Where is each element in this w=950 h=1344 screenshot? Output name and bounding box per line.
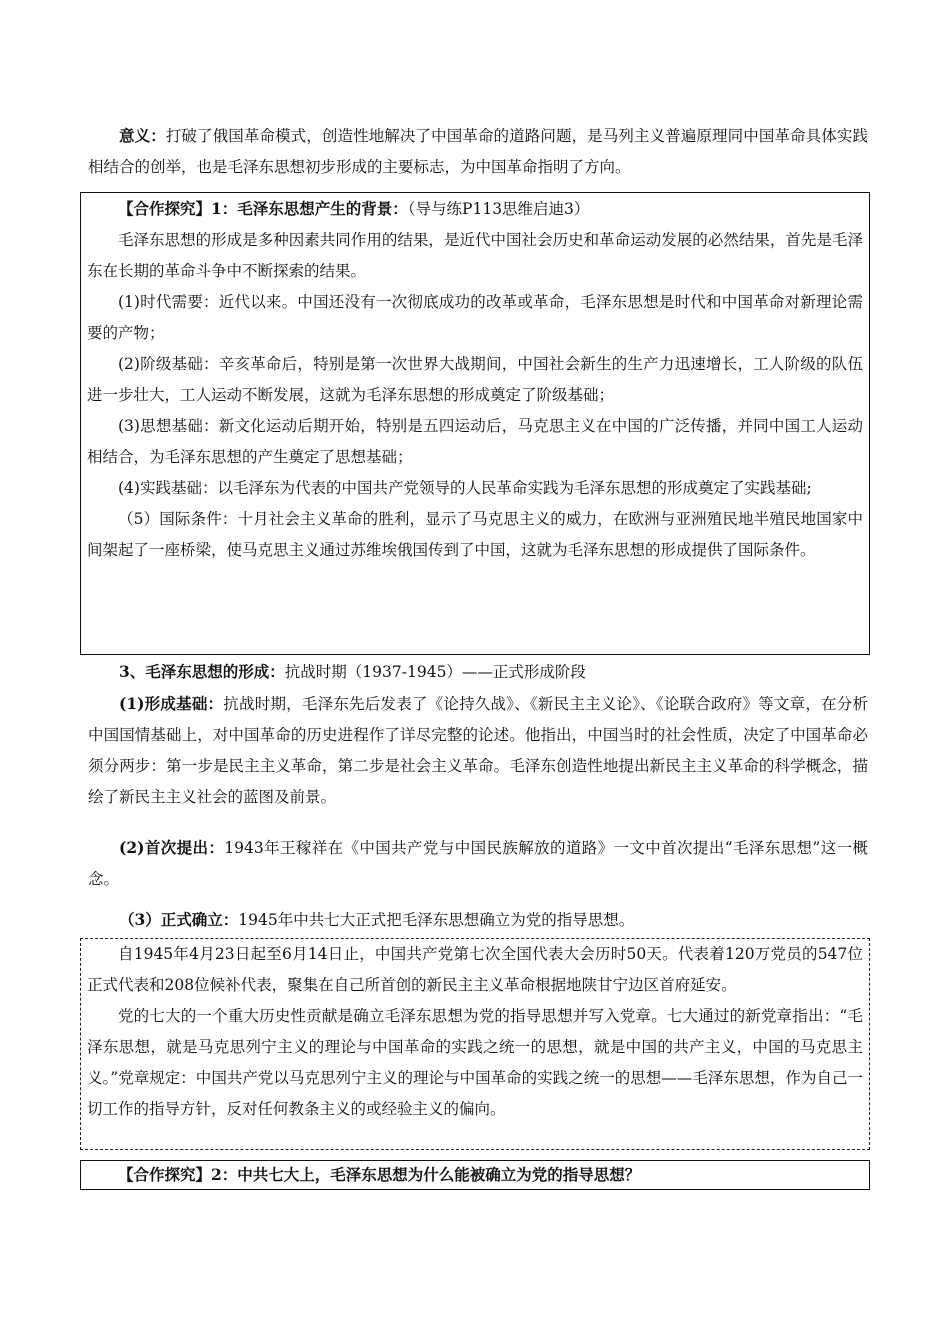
inquiry-1-item-2: (2)阶级基础：辛亥革命后，特别是第一次世界大战期间，中国社会新生的生产力迅速增长，工人阶级的队伍进一步壮大，工人运动不断发展，这就为毛泽东思想的形成奠定了阶级基础； [87, 355, 863, 404]
inquiry-2-box [80, 1160, 870, 1190]
section-3-text: 抗战时期（1937-1945）——正式形成阶段 [284, 663, 586, 681]
seventh-congress-box [80, 938, 870, 1150]
first-proposed-paragraph [88, 832, 868, 895]
first-proposed-text: 1943年王稼祥在《中国共产党与中国民族解放的道路》一文中首次提出“毛泽东思想”这一概念。 [88, 839, 868, 888]
formation-label: (1)形成基础： [119, 694, 224, 713]
section-3-heading [88, 656, 868, 688]
inquiry-1-item-5: （5）国际条件：十月社会主义革命的胜利，显示了马克思主义的威力，在欧洲与亚洲殖民地半殖民地国家中间架起了一座桥梁，使马克思主义通过苏维埃俄国传到了中国，这就为毛泽东思想的形成提供了国际条件。 [87, 510, 863, 559]
formation-paragraph [88, 688, 868, 813]
formation-text: 抗战时期，毛泽东先后发表了《论持久战》、《新民主主义论》、《论联合政府》等文章，在分析中国国情基础上，对中国革命的历史进程作了详尽完整的论述。他指出，中国当时的社会性质，决定了中国革命必须分两步：第一步是民主主义革命，第二步是社会主义革命。毛泽东创造性地提出新民主主义革命的科学概念，描绘了新民主主义社会的蓝图及前景。 [88, 695, 868, 806]
established-paragraph [88, 904, 868, 936]
section-3-label: 3、毛泽东思想的形成： [119, 662, 285, 681]
established-label: （3）正式确立： [119, 910, 239, 929]
inquiry-1-box [80, 192, 870, 655]
inquiry-1-item-4: (4)实践基础：以毛泽东为代表的中国共产党领导的人民革命实践为毛泽东思想的形成奠定了实践基础; [118, 479, 812, 497]
inquiry-2-text: 【合作探究】2：中共七大上，毛泽东思想为什么能被确立为党的指导思想？ [118, 1165, 641, 1184]
inquiry-1-intro: 毛泽东思想的形成是多种因素共同作用的结果，是近代中国社会历史和革命运动发展的必然结果，首先是毛泽东在长期的革命斗争中不断探索的结果。 [87, 231, 863, 280]
established-text: 1945年中共七大正式把毛泽东思想确立为党的指导思想。 [238, 911, 635, 929]
significance-label: 意义： [119, 126, 166, 145]
inquiry-1-heading [87, 193, 863, 225]
significance-paragraph [88, 120, 868, 183]
significance-text: 打破了俄国革命模式，创造性地解决了中国革命的道路问题，是马列主义普遍原理同中国革命具体实践相结合的创举，也是毛泽东思想初步形成的主要标志，为中国革命指明了方向。 [88, 127, 868, 176]
seventh-congress-p2: 党的七大的一个重大历史性贡献是确立毛泽东思想为党的指导思想并写入党章。七大通过的新党章指出：“毛泽东思想，就是马克思列宁主义的理论与中国革命的实践之统一的思想，就是中国的共产主义，中国的马克思主义。”党章规定：中国共产党以马克思列宁主义的理论与中国革命的实践之统一的思想——毛泽东思想，作为自己一切工作的指导方针，反对任何教条主义的或经验主义的偏向。 [87, 1007, 863, 1118]
inquiry-1-ref: （导与练P113思维启迪3） [407, 200, 590, 218]
inquiry-1-item-1: (1)时代需要：近代以来。中国还没有一次彻底成功的改革或革命，毛泽东思想是时代和中国革命对新理论需要的产物； [87, 293, 863, 342]
seventh-congress-p1: 自1945年4月23日起至6月14日止，中国共产党第七次全国代表大会历时50天。代表着120万党员的547位正式代表和208位候补代表，聚集在自己所首创的新民主主义革命根据地陕甘宁边区首府延安。 [87, 945, 863, 994]
inquiry-1-item-3: (3)思想基础：新文化运动后期开始，特别是五四运动后，马克思主义在中国的广泛传播，并同中国工人运动相结合，为毛泽东思想的产生奠定了思想基础； [87, 417, 863, 466]
first-proposed-label: (2)首次提出： [119, 838, 225, 857]
inquiry-1-label: 【合作探究】1：毛泽东思想产生的背景： [118, 199, 408, 218]
